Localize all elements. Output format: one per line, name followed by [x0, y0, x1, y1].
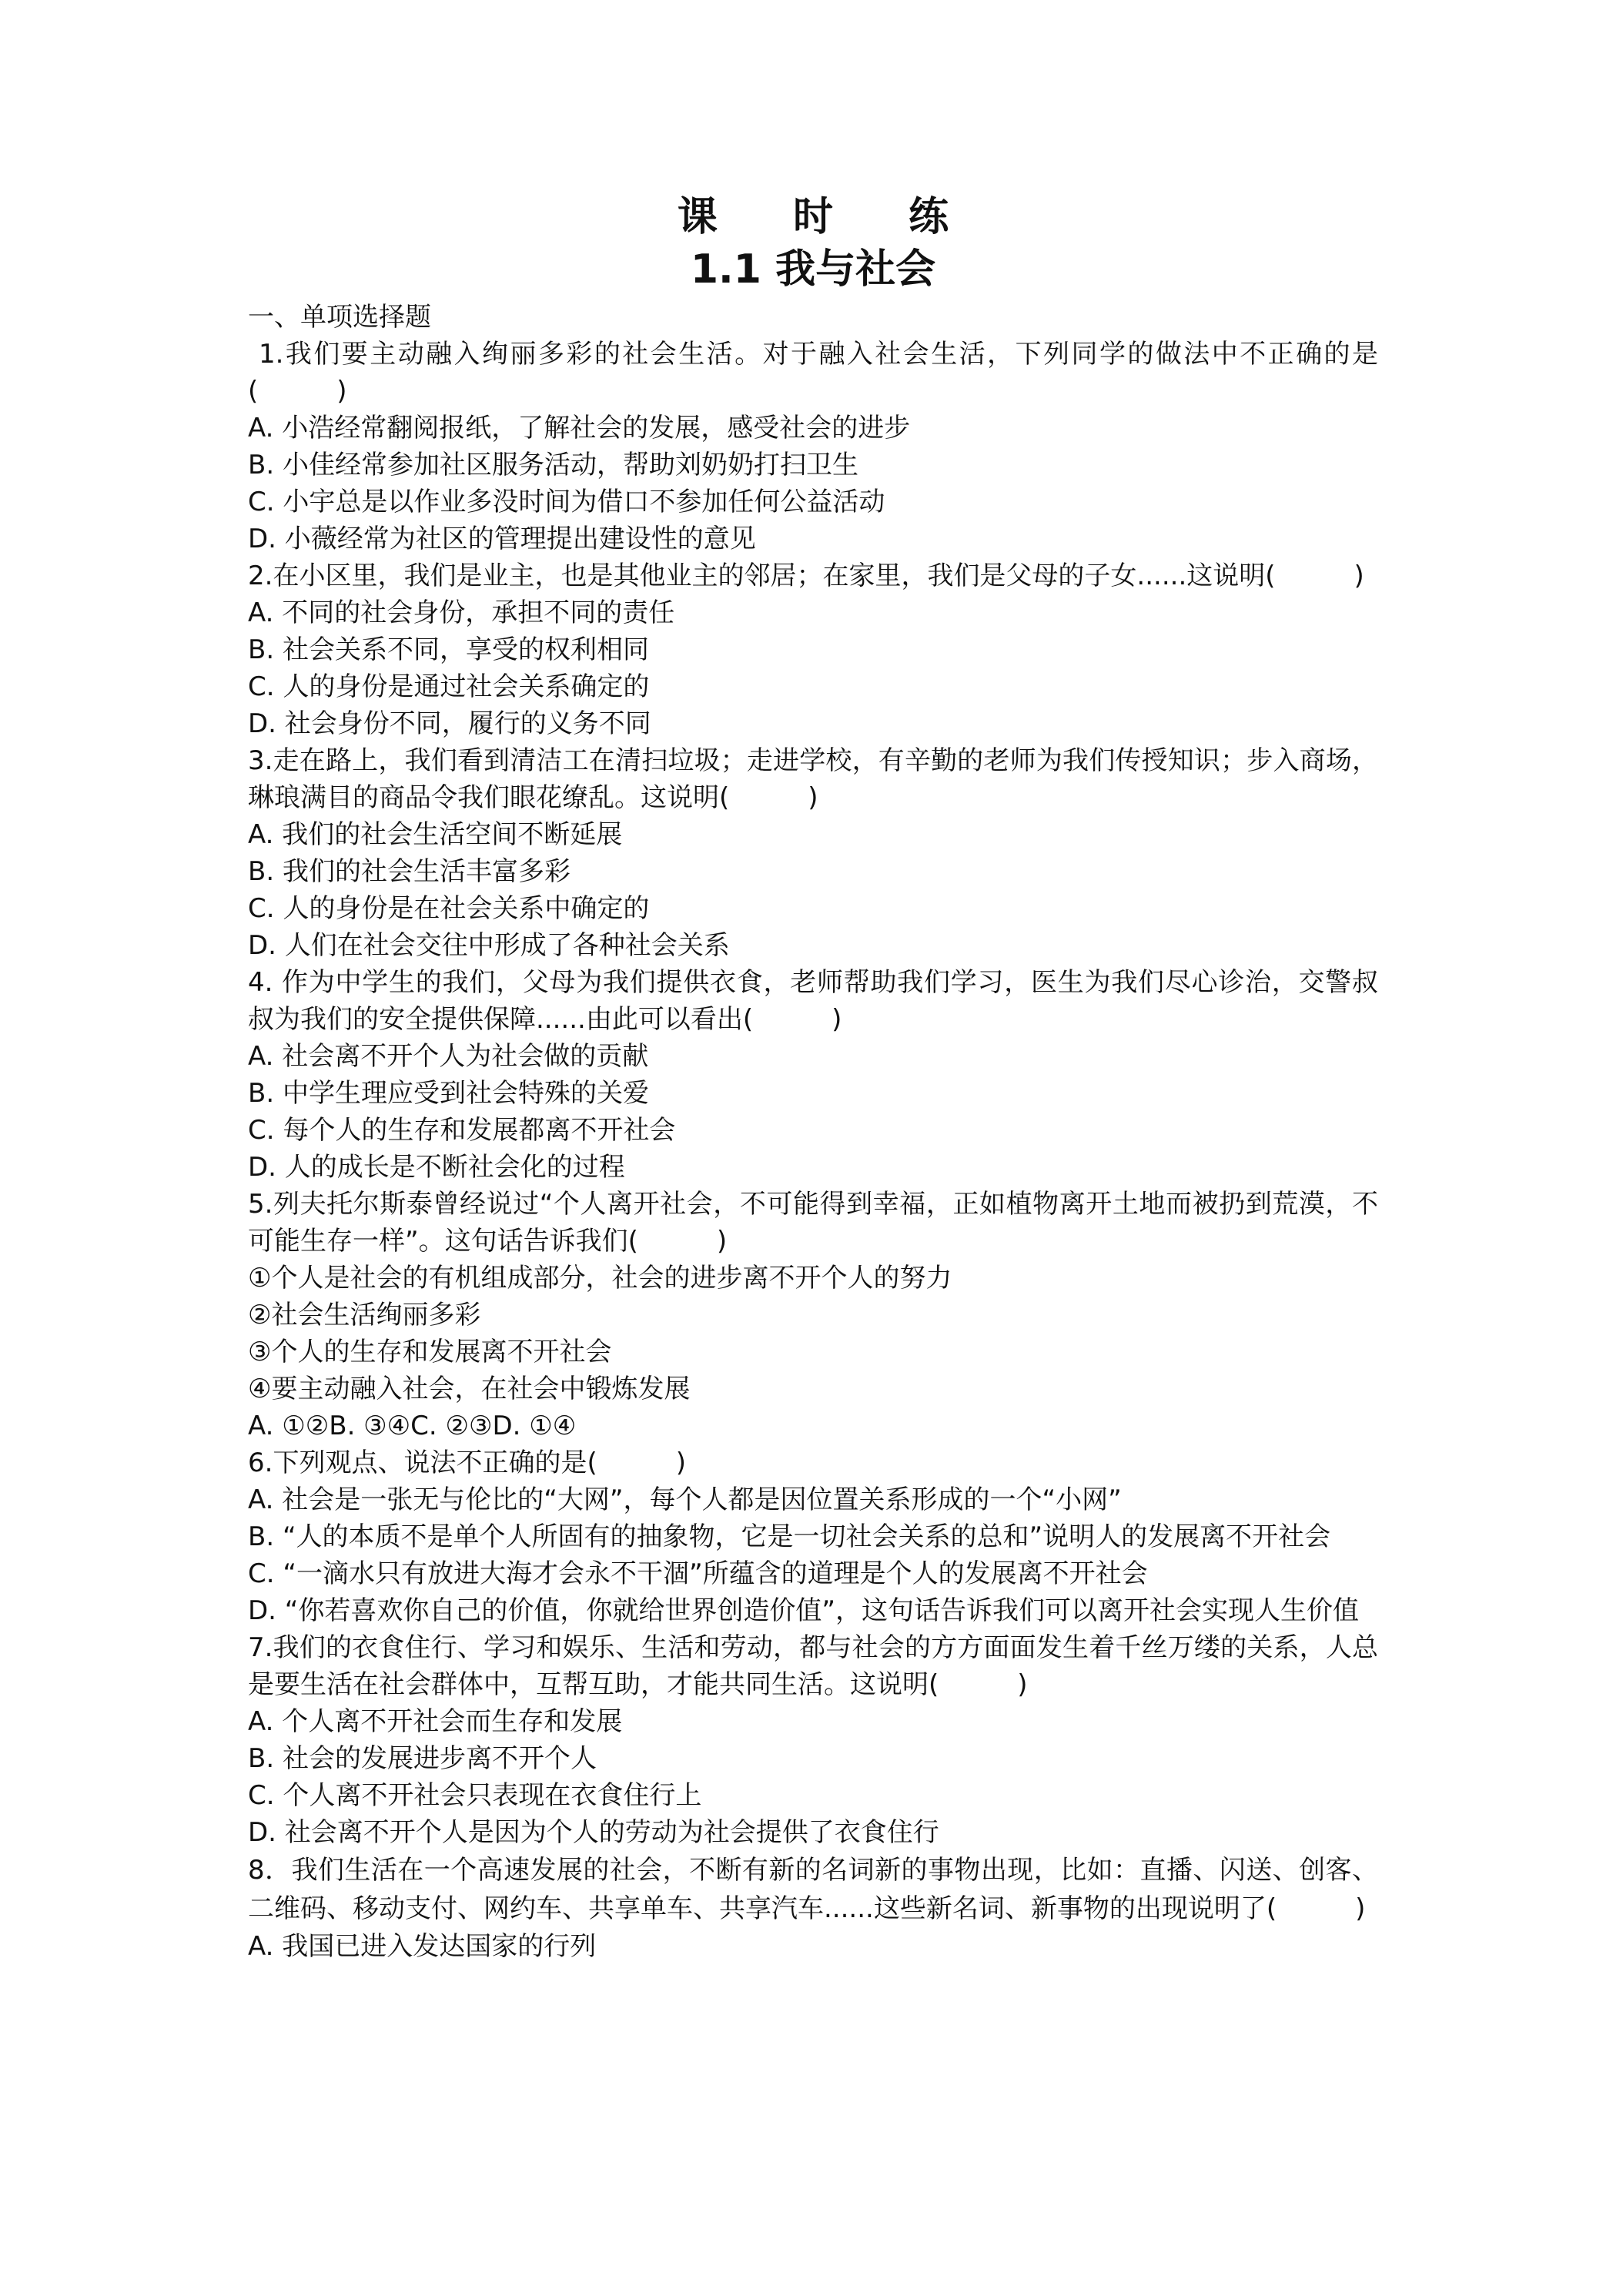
section-heading: 一、单项选择题 [248, 302, 431, 333]
option-d: D. 人的成长是不断社会化的过程 [248, 1152, 625, 1183]
option-b: B. 中学生理应受到社会特殊的关爱 [248, 1078, 649, 1109]
option-d: D. 小薇经常为社区的管理提出建设性的意见 [248, 524, 756, 554]
option-b: B. 小佳经常参加社区服务活动，帮助刘奶奶打扫卫生 [248, 450, 858, 480]
question-stem: 5.列夫托尔斯泰曾经说过“个人离开社会，不可能得到幸福，正如植物离开土地而被扔到荒漠，不可能生存一样”。这句话告诉我们( ) [248, 1189, 1378, 1257]
option-a: A. 小浩经常翻阅报纸，了解社会的发展，感受社会的进步 [248, 413, 911, 443]
statement-2: ②社会生活绚丽多彩 [248, 1300, 481, 1330]
option-b: B. 社会关系不同，享受的权利相同 [248, 634, 649, 665]
question-5 [248, 1186, 1378, 1444]
document-content [248, 192, 1378, 1965]
question-stem: 3.走在路上，我们看到清洁工在清扫垃圾；走进学校，有辛勤的老师为我们传授知识；步入商场，琳琅满目的商品令我们眼花缭乱。这说明( ) [248, 745, 1378, 813]
option-a: A. 社会是一张无与伦比的“大网”，每个人都是因位置关系形成的一个“小网” [248, 1484, 1122, 1515]
option-c: C. “一滴水只有放进大海才会永不干涸”所蕴含的道理是个人的发展离不开社会 [248, 1558, 1148, 1589]
option-a: A. 个人离不开社会而生存和发展 [248, 1706, 623, 1737]
option-b: B. 我们的社会生活丰富多彩 [248, 856, 571, 887]
option-a: A. 我国已进入发达国家的行列 [248, 1931, 597, 1962]
option-a: A. 社会离不开个人为社会做的贡献 [248, 1041, 649, 1072]
document-title: 课 时 练 [677, 194, 980, 240]
option-a: A. 我们的社会生活空间不断延展 [248, 819, 623, 850]
option-c: C. 人的身份是在社会关系中确定的 [248, 893, 650, 924]
question-stem: 1.我们要主动融入绚丽多彩的社会生活。对于融入社会生活，下列同学的做法中不正确的是( ) [248, 339, 1378, 407]
question-stem: 6.下列观点、说法不正确的是( ) [248, 1448, 686, 1478]
option-b: B. “人的本质不是单个人所固有的抽象物，它是一切社会关系的总和”说明人的发展离不开社会 [248, 1521, 1331, 1552]
question-2 [248, 557, 1378, 742]
document-subtitle: 1.1 我与社会 [690, 246, 936, 293]
option-d: D. “你若喜欢你自己的价值，你就给世界创造价值”，这句话告诉我们可以离开社会实现人生价值 [248, 1595, 1360, 1626]
question-8 [248, 1851, 1378, 1965]
question-4 [248, 964, 1378, 1186]
option-a: A. 不同的社会身份，承担不同的责任 [248, 597, 675, 628]
question-3 [248, 742, 1378, 964]
option-b: B. 社会的发展进步离不开个人 [248, 1743, 597, 1774]
option-c: C. 小宇总是以作业多没时间为借口不参加任何公益活动 [248, 487, 885, 517]
question-stem: 7.我们的衣食住行、学习和娱乐、生活和劳动，都与社会的方方面面发生着千丝万缕的关系，人总是要生活在社会群体中，互帮互助，才能共同生活。这说明( ) [248, 1632, 1378, 1700]
question-stem: 2.在小区里，我们是业主，也是其他业主的邻居；在家里，我们是父母的子女......这说明( ) [248, 561, 1364, 591]
question-7 [248, 1629, 1378, 1851]
question-1 [248, 336, 1378, 557]
question-6 [248, 1444, 1378, 1629]
statement-4: ④要主动融入社会，在社会中锻炼发展 [248, 1374, 691, 1404]
option-d: D. 社会身份不同，履行的义务不同 [248, 708, 651, 739]
option-c: C. 每个人的生存和发展都离不开社会 [248, 1115, 676, 1146]
answer-options: A. ①②B. ③④C. ②③D. ①④ [248, 1411, 577, 1441]
option-c: C. 人的身份是通过社会关系确定的 [248, 671, 650, 702]
question-stem: 8．我们生活在一个高速发展的社会，不断有新的名词新的事物出现，比如：直播、闪送、创客、二维码、移动支付、网约车、共享单车、共享汽车......这些新名词、新事物的出现说明了( ) [248, 1855, 1378, 1924]
option-c: C. 个人离不开社会只表现在衣食住行上 [248, 1780, 702, 1811]
option-d: D. 人们在社会交往中形成了各种社会关系 [248, 930, 730, 961]
statement-3: ③个人的生存和发展离不开社会 [248, 1337, 612, 1367]
option-d: D. 社会离不开个人是因为个人的劳动为社会提供了衣食住行 [248, 1817, 939, 1848]
statement-1: ①个人是社会的有机组成部分，社会的进步离不开个人的努力 [248, 1263, 952, 1294]
question-stem: 4. 作为中学生的我们，父母为我们提供衣食，老师帮助我们学习，医生为我们尽心诊治，交警叔叔为我们的安全提供保障......由此可以看出( ) [248, 967, 1378, 1035]
